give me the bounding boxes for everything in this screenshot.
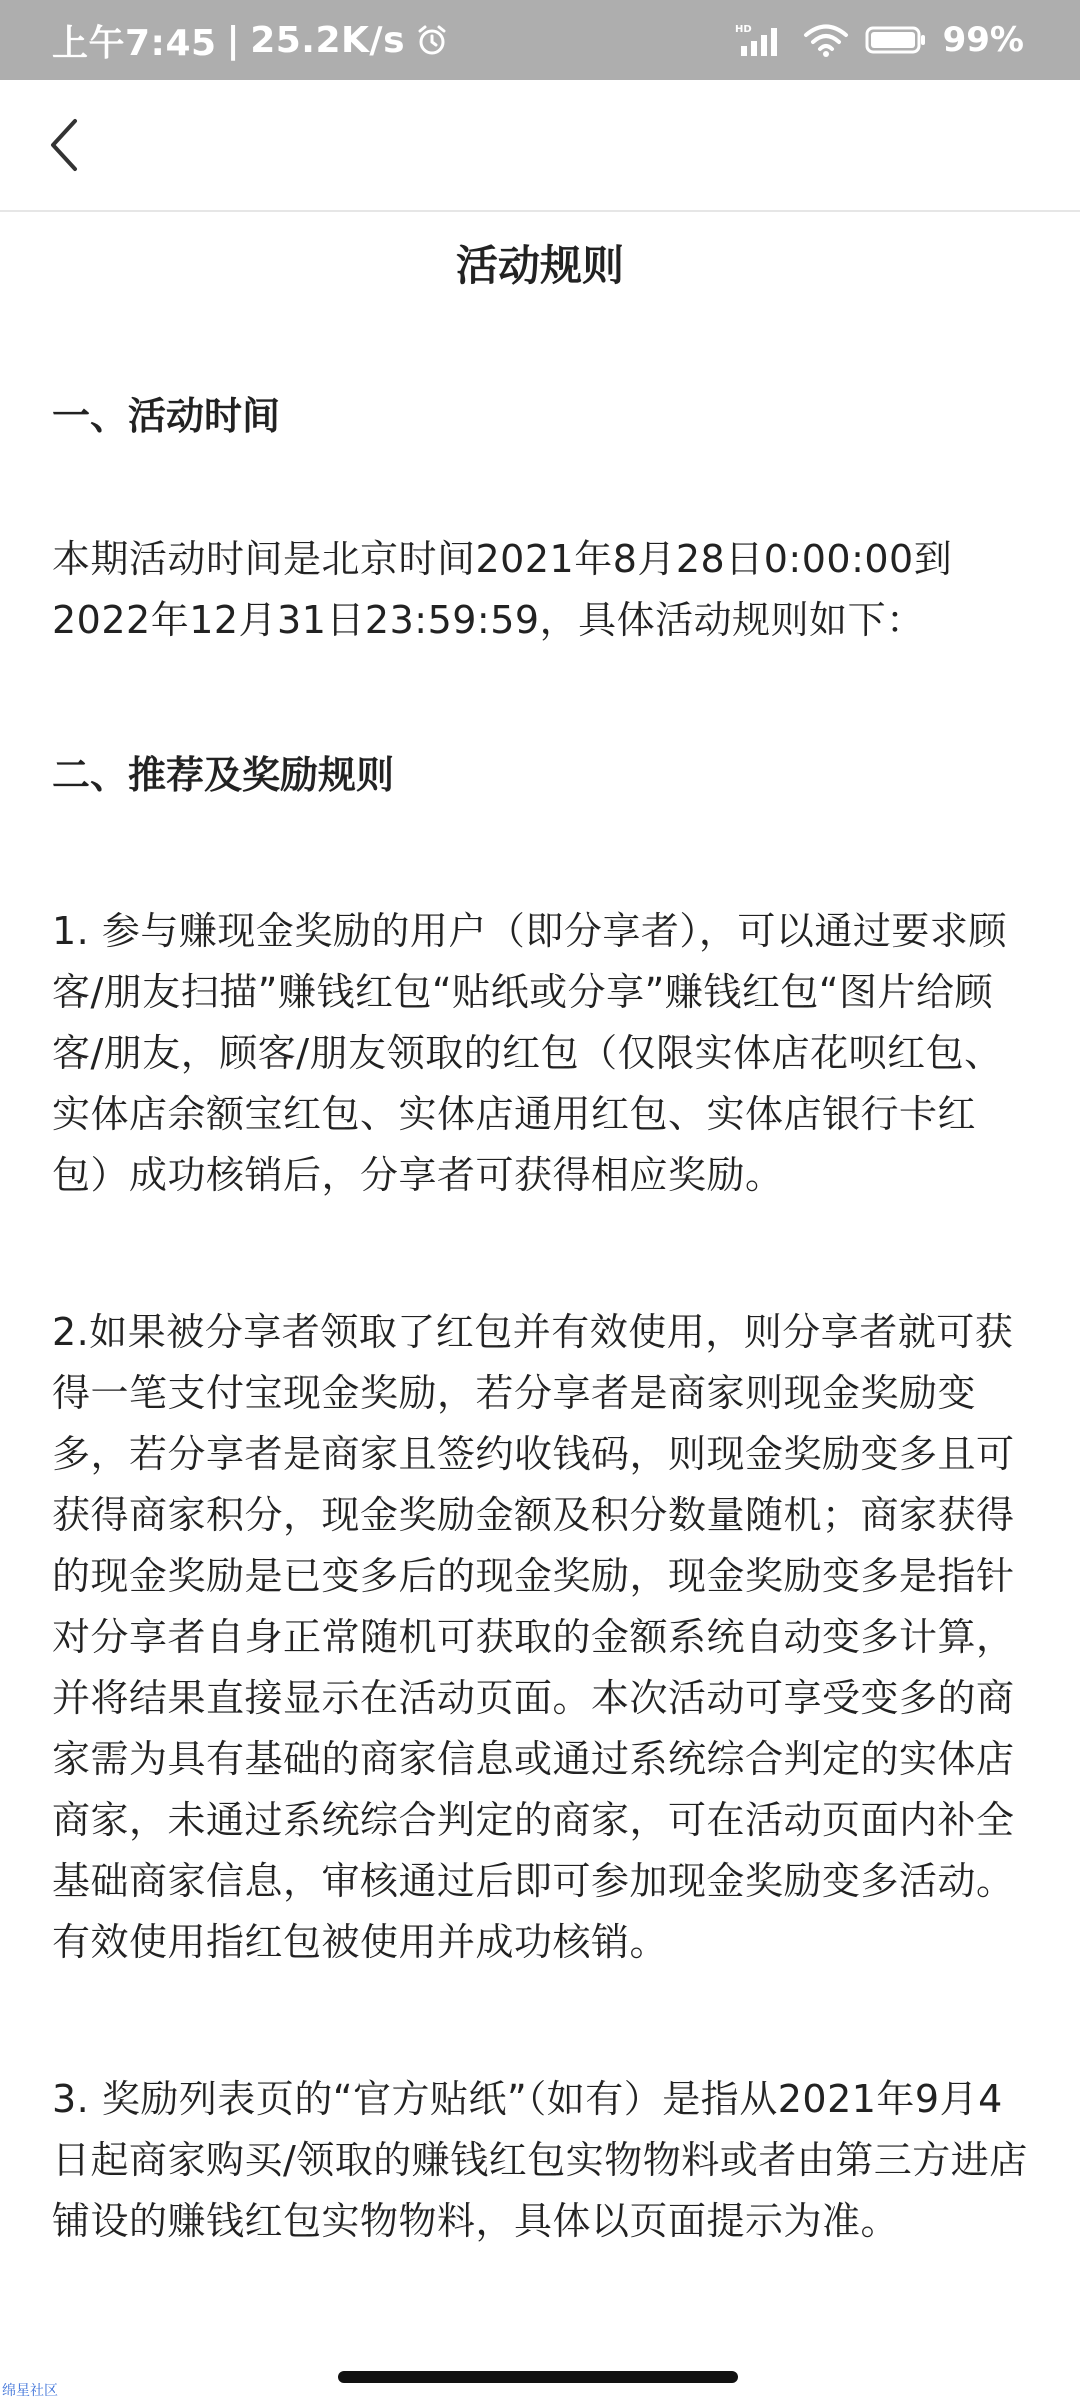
battery-icon xyxy=(865,24,927,56)
nav-bar xyxy=(0,80,1080,212)
signal-icon xyxy=(735,22,787,58)
page-title: 活动规则 xyxy=(455,241,624,290)
chevron-left-icon xyxy=(47,117,81,173)
rules-content xyxy=(0,212,1080,2252)
rule-1-text: 1. 参与赚现金奖励的用户（即分享者），可以通过要求顾客/朋友扫描”赚钱红包“贴纸或分享”赚钱红包“图片给顾客/朋友，顾客/朋友领取的红包（仅限实体店花呗红包、实体店余额宝红包、实体店通用红包、实体店银行卡红包）成功核销后，分享者可获得相应奖励。 xyxy=(52,909,1007,1197)
section-heading-activity-time: 一、活动时间 xyxy=(52,394,281,438)
status-left xyxy=(52,0,449,80)
status-right xyxy=(735,0,1024,80)
wifi-icon xyxy=(803,22,849,58)
status-time: 上午7:45 xyxy=(52,22,217,64)
rule-3-text: 3. 奖励列表页的“官方贴纸”（如有）是指从2021年9月4日起商家购买/领取的赚钱红包实物物料或者由第三方进店铺设的赚钱红包实物物料，具体以页面提示为准。 xyxy=(52,2077,1028,2243)
home-indicator[interactable] xyxy=(338,2371,738,2383)
watermark: 绵星社区 xyxy=(2,2383,58,2399)
activity-time-text: 本期活动时间是北京时间2021年8月28日0:00:00到2022年12月31日23:59:59，具体活动规则如下： xyxy=(52,537,953,642)
alarm-icon xyxy=(415,23,449,57)
back-button[interactable] xyxy=(34,115,94,175)
rule-2-text: 2.如果被分享者领取了红包并有效使用，则分享者就可获得一笔支付宝现金奖励，若分享者是商家则现金奖励变多，若分享者是商家且签约收钱码，则现金奖励变多且可获得商家积分，现金奖励金额及积分数量随机；商家获得的现金奖励是已变多后的现金奖励，现金奖励变多是指针对分享者自身正常随机可获取的金额系统自动变多计算，并将结果直接显示在活动页面。本次活动可享受变多的商家需为具有基础的商家信息或通过系统综合判定的实体店商家，未通过系统综合判定的商家，可在活动页面内补全基础商家信息，审核通过后即可参加现金奖励变多活动。有效使用指红包被使用并成功核销。 xyxy=(52,1310,1015,1964)
hd-label: HD xyxy=(734,24,752,35)
status-bar xyxy=(0,0,1080,80)
status-network-speed: 25.2K/s xyxy=(250,19,405,61)
status-separator: | xyxy=(226,19,241,61)
section-heading-reward-rules: 二、推荐及奖励规则 xyxy=(52,753,395,797)
battery-percent: 99% xyxy=(942,20,1024,60)
